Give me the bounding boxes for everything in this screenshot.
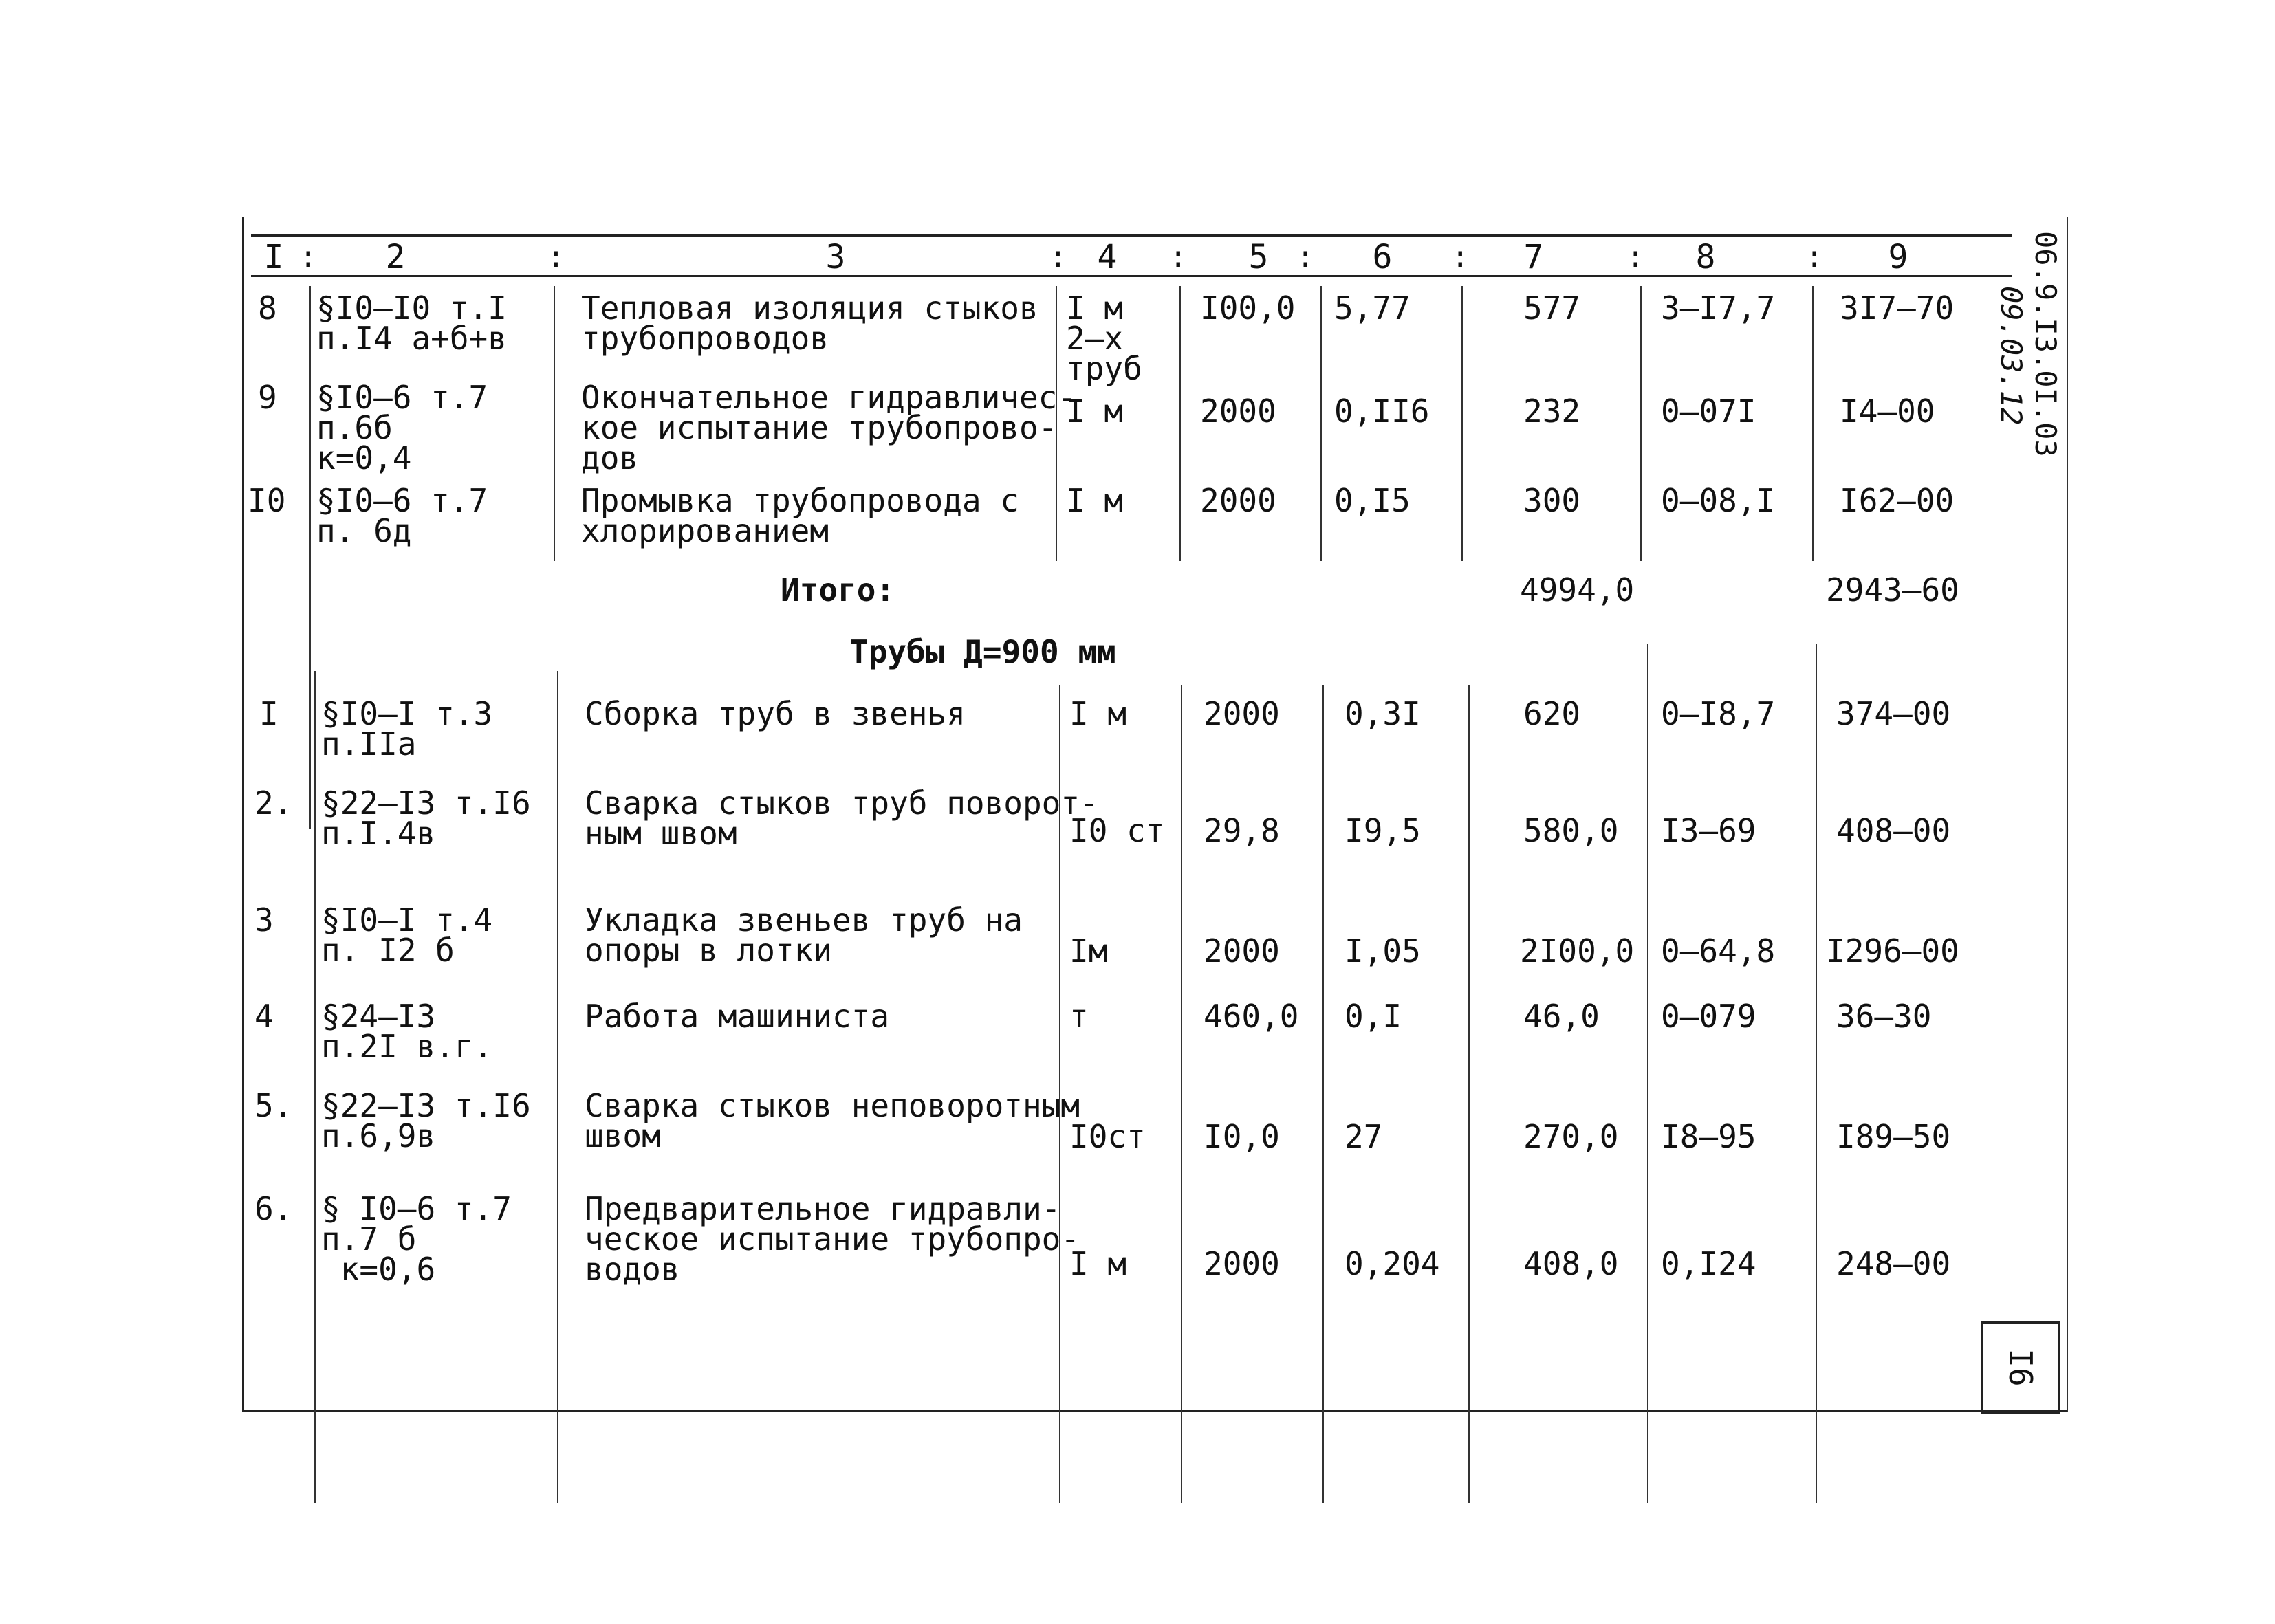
column-rule [1181,685,1182,1503]
cell-unit: I м [1066,482,1124,519]
cell-quantity: 2000 [1200,393,1276,430]
column-rule [1468,685,1470,1503]
cell-row-number: I0 [248,482,286,519]
col-separator: : [1049,239,1067,274]
col-separator: : [1451,239,1470,274]
cell-cost: 408–00 [1836,812,1951,849]
column-rule [1320,286,1322,561]
total-cost: 2943–60 [1826,571,1959,608]
cell-norm: 0,3I [1345,695,1421,732]
col-header-7: 7 [1523,238,1544,276]
cell-row-number: I [259,695,279,732]
cell-description: Промывка трубопровода с хлорированием [581,482,1019,549]
cell-cost: I4–00 [1840,393,1935,430]
page-number-box [1981,1321,2060,1414]
cell-description: Работа машиниста [585,998,890,1035]
col-separator: : [1626,239,1645,274]
cell-total: 580,0 [1523,812,1619,849]
cell-row-number: 9 [258,379,277,416]
col-header-6: 6 [1372,238,1393,276]
cell-cost: I296–00 [1826,932,1959,969]
cell-reference: §I0–I0 т.I п.I4 а+б+в [316,289,507,357]
cell-price: 0,I24 [1661,1245,1756,1282]
cell-norm: I9,5 [1345,812,1421,849]
column-rule [1461,286,1463,561]
col-header-9: 9 [1888,238,1908,276]
column-rule [1322,685,1324,1503]
page-number: I6 [2002,1348,2039,1387]
section-title: Трубы Д=900 мм [849,633,1116,670]
cell-cost: I62–00 [1840,482,1955,519]
cell-total: 620 [1523,695,1581,732]
cell-quantity: 2000 [1200,482,1276,519]
cell-quantity: 2000 [1204,932,1280,969]
column-rule [1812,286,1814,561]
cell-norm: 0,204 [1345,1245,1440,1282]
cell-total: 270,0 [1523,1118,1619,1155]
cell-cost: 374–00 [1836,695,1951,732]
cell-price: I8–95 [1661,1118,1756,1155]
cell-reference: §I0–I т.3 п.IIа [321,695,493,762]
cell-norm: 5,77 [1334,289,1411,327]
col-separator: : [1169,239,1188,274]
cell-norm: I,05 [1345,932,1421,969]
cell-reference: § I0–6 т.7 п.7 б к=0,6 [321,1190,512,1288]
column-rule [554,286,555,561]
document-sheet [242,217,2068,1412]
cell-quantity: 29,8 [1204,812,1280,849]
cell-description: Сварка стыков неповоротным швом [585,1087,1080,1154]
cell-reference: §I0–6 т.7 п.6б к=0,4 [316,379,488,476]
cell-unit: I0ст [1069,1118,1146,1155]
cell-price: 0–08,I [1661,482,1776,519]
cell-description: Окончательное гидравличес- кое испытание трубопрово- дов [581,379,1077,476]
cell-quantity: 2000 [1204,1245,1280,1282]
cell-total: 300 [1523,482,1581,519]
cell-cost: 248–00 [1836,1245,1951,1282]
cell-reference: §22–I3 т.I6 п.I.4в [321,784,531,852]
cell-cost: 36–30 [1836,998,1932,1035]
document-code: 06.9.I3.0I.03 [2029,231,2062,457]
cell-unit: I м [1069,1245,1127,1282]
cell-reference: §I0–I т.4 п. I2 б [321,901,493,969]
cell-price: 0–64,8 [1661,932,1776,969]
cell-norm: 27 [1345,1118,1383,1155]
cell-row-number: 4 [254,998,274,1035]
cell-row-number: 3 [254,901,274,939]
column-rule [309,286,311,829]
column-rule [1640,286,1642,561]
col-header-3: 3 [825,238,846,276]
column-rule [557,671,558,1503]
cell-price: 0–07I [1661,393,1756,430]
cell-unit: I м [1069,695,1127,732]
cell-row-number: 2. [254,784,293,822]
cell-norm: 0,I [1345,998,1402,1035]
cell-unit: т [1069,998,1089,1035]
cell-total: 2I00,0 [1520,932,1635,969]
cell-unit: Iм [1069,932,1108,969]
col-separator: : [1296,239,1315,274]
cell-cost: 3I7–70 [1840,289,1955,327]
total-sum: 4994,0 [1520,571,1635,608]
cell-price: 3–I7,7 [1661,289,1776,327]
cell-description: Сборка труб в звенья [585,695,966,732]
total-label: Итого: [781,571,895,608]
cell-reference: §22–I3 т.I6 п.6,9в [321,1087,531,1154]
cell-norm: 0,II6 [1334,393,1430,430]
column-rule [314,671,316,1503]
cell-row-number: 6. [254,1190,293,1227]
cell-quantity: I0,0 [1204,1118,1280,1155]
cell-price: 0–079 [1661,998,1756,1035]
cell-total: 408,0 [1523,1245,1619,1282]
header-bottom-rule [251,275,2012,277]
col-separator: : [299,239,318,274]
cell-total: 46,0 [1523,998,1600,1035]
cell-description: Укладка звеньев труб на опоры в лотки [585,901,1023,969]
cell-row-number: 5. [254,1087,293,1124]
cell-total: 577 [1523,289,1581,327]
col-header-8: 8 [1695,238,1716,276]
cell-price: 0–I8,7 [1661,695,1776,732]
cell-description: Тепловая изоляция стыков трубопроводов [581,289,1038,357]
cell-description: Сварка стыков труб поворот- ным швом [585,784,1099,852]
header-top-rule [251,234,2012,237]
column-rule [1816,644,1817,1503]
cell-unit: I м [1066,393,1124,430]
column-rule [1179,286,1181,561]
cell-quantity: 460,0 [1204,998,1299,1035]
col-header-5: 5 [1248,238,1269,276]
document-date-code: 09.03.12 [1994,286,2028,426]
cell-reference: §24–I3 п.2I в.г. [321,998,493,1065]
col-header-4: 4 [1097,238,1118,276]
cell-reference: §I0–6 т.7 п. 6д [316,482,488,549]
cell-description: Предварительное гидравли- ческое испытание трубопро- водов [585,1190,1080,1288]
cell-unit: I0 ст [1069,812,1165,849]
col-header-1: I [263,238,284,276]
col-header-2: 2 [385,238,406,276]
col-separator: : [1805,239,1824,274]
cell-quantity: I00,0 [1200,289,1296,327]
col-separator: : [547,239,565,274]
cell-row-number: 8 [258,289,277,327]
cell-cost: I89–50 [1836,1118,1951,1155]
cell-total: 232 [1523,393,1581,430]
cell-norm: 0,I5 [1334,482,1411,519]
column-rule [1647,644,1648,1503]
cell-quantity: 2000 [1204,695,1280,732]
cell-unit: I м 2–х труб [1066,289,1142,387]
cell-price: I3–69 [1661,812,1756,849]
